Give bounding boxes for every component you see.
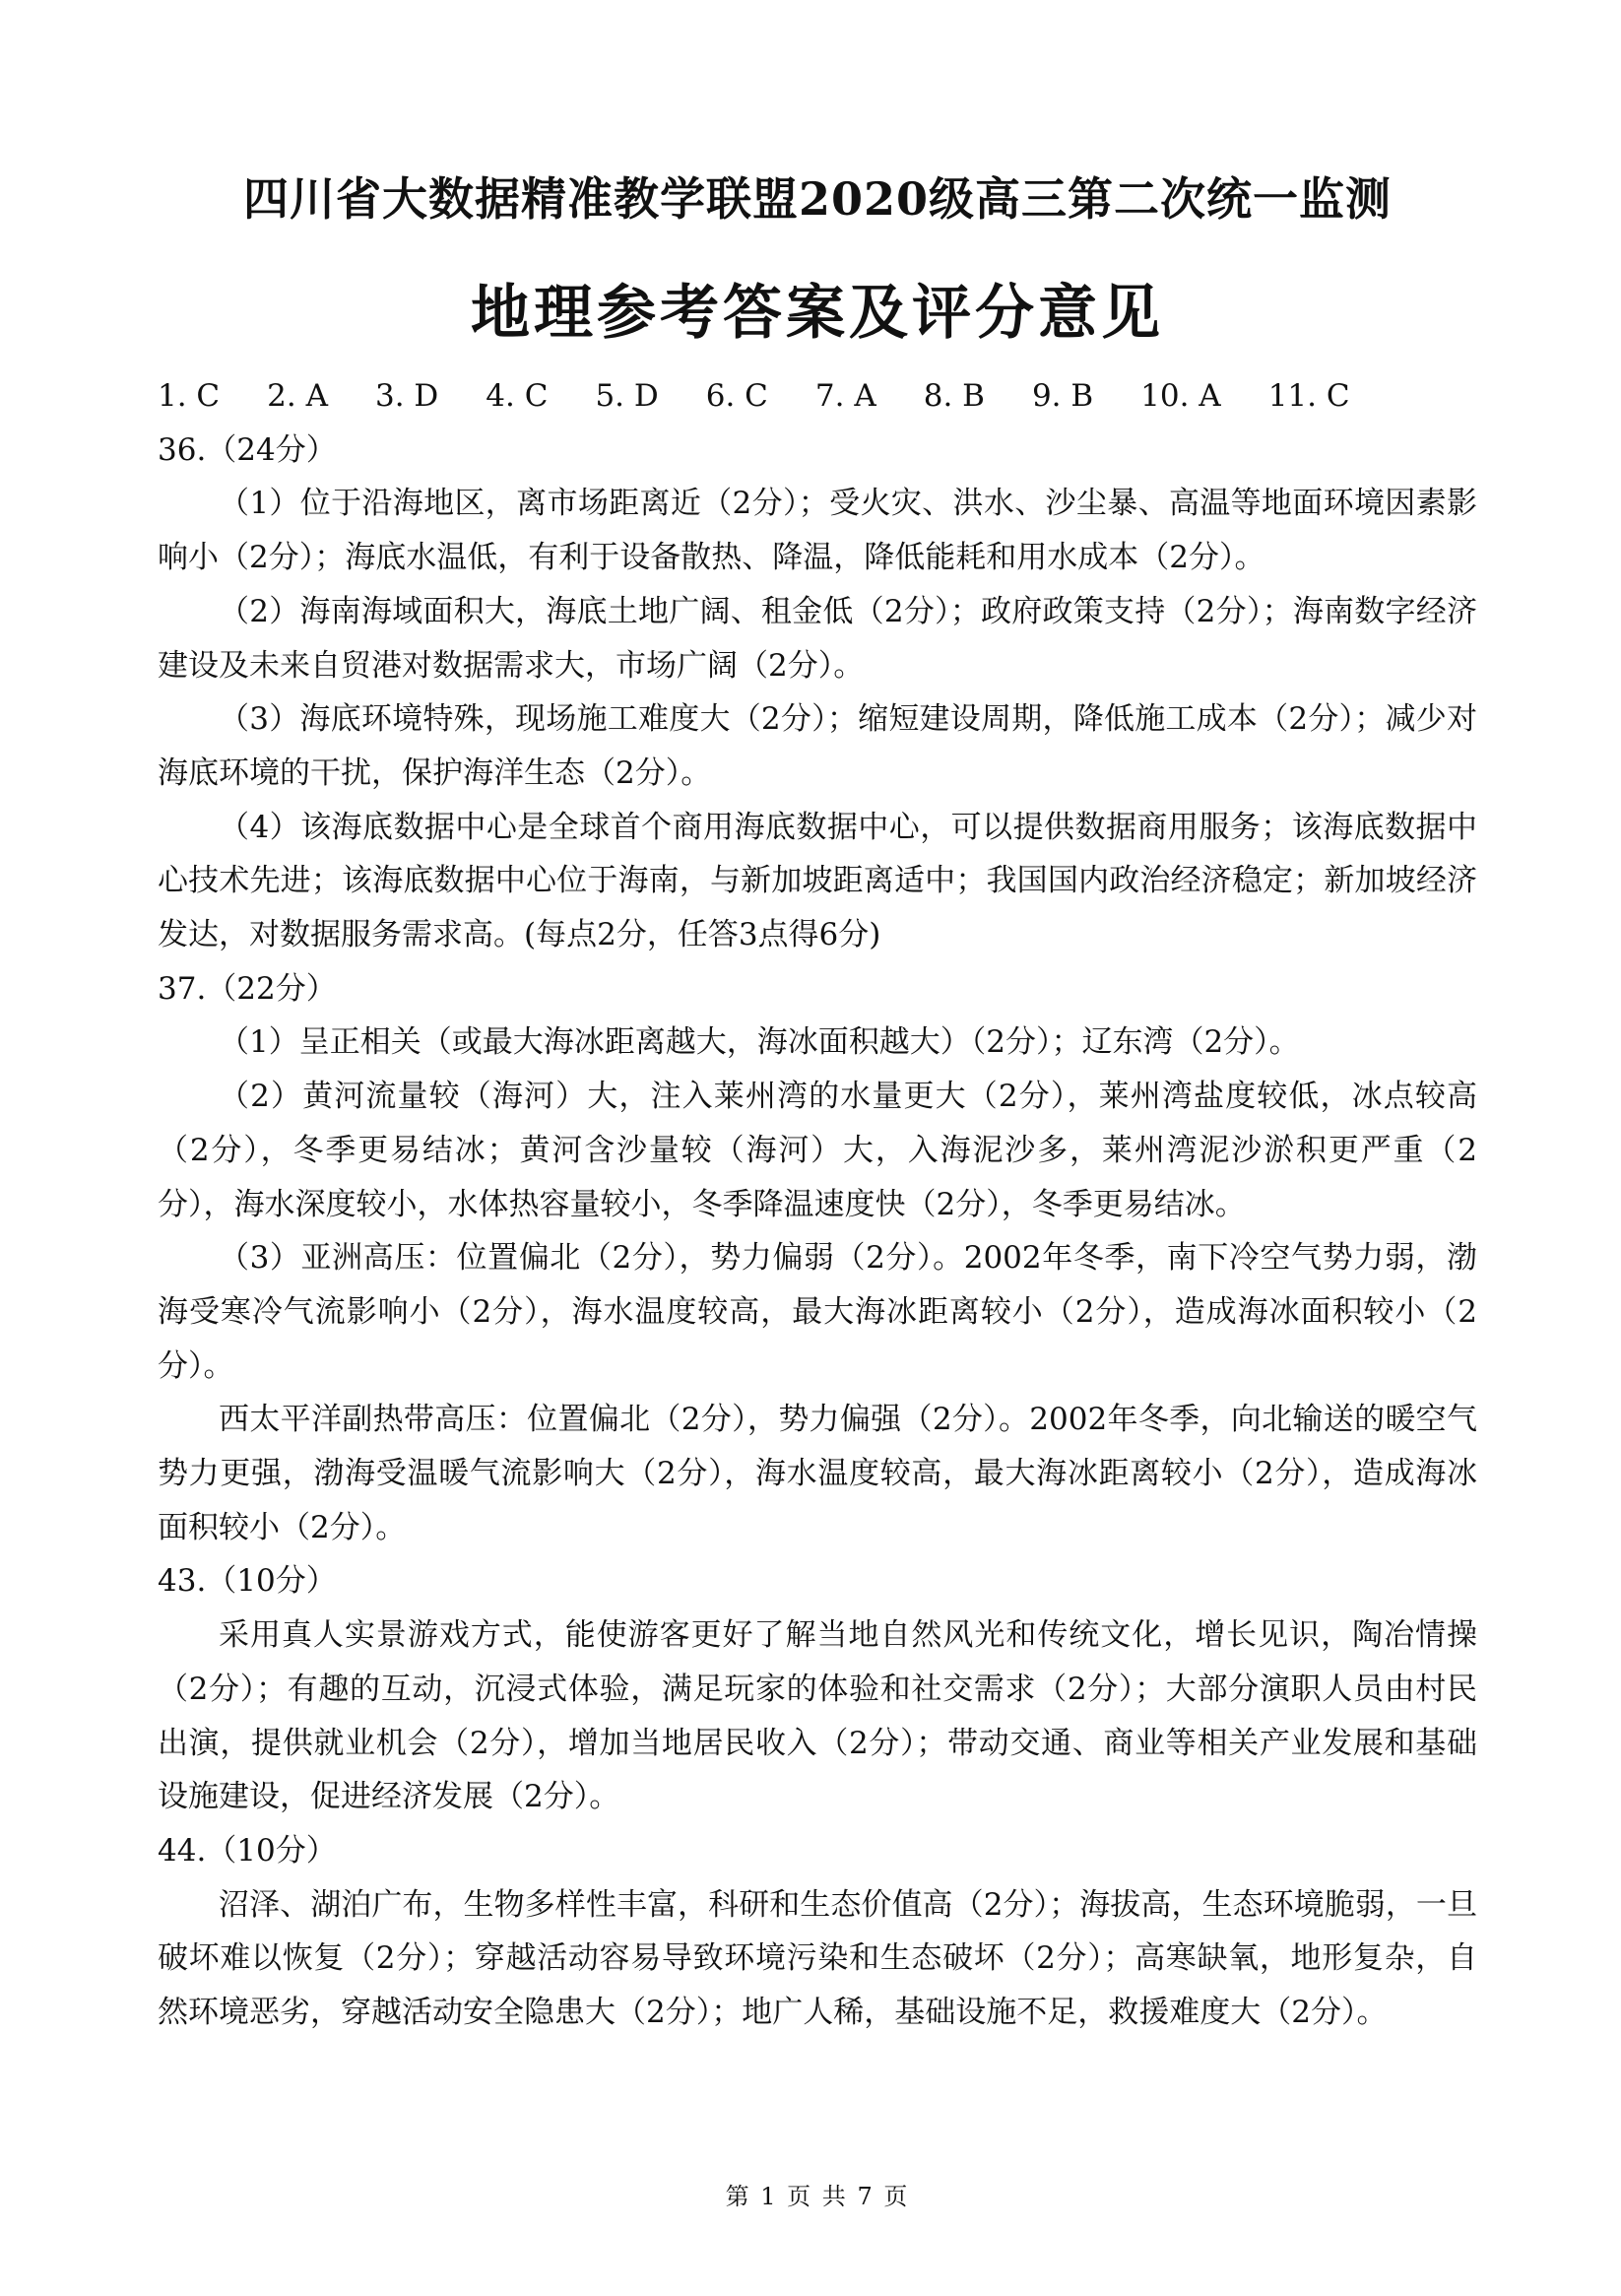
answer-paragraph: 西太平洋副热带高压：位置偏北（2分），势力偏强（2分）。2002年冬季，向北输送的暖空气势力更强，渤海受温暖气流影响大（2分），海水温度较高，最大海冰距离较小（2分），造成海冰面积较小（2分）。 <box>158 1402 1477 1545</box>
question-36 <box>158 424 1477 962</box>
mc-answer-4: 4. C <box>486 378 549 414</box>
answer-key-title: 地理参考答案及评分意见 <box>471 279 1164 348</box>
mc-answer-9: 9. B <box>1031 378 1094 414</box>
mc-answer-5: 5. D <box>595 378 659 414</box>
answer-paragraph: （2）黄河流量较（海河）大，注入莱州湾的水量更大（2分），莱州湾盐度较低，冰点较高（2分），冬季更易结冰；黄河含沙量较（海河）大，入海泥沙多，莱州湾泥沙淤积更严重（2分），海水深度较小，水体热容量较小，冬季降温速度快（2分），冬季更易结冰。 <box>158 1079 1477 1222</box>
question-43 <box>158 1554 1477 1824</box>
page-number: 第 1 页 共 7 页 <box>725 2183 910 2210</box>
mc-answer-8: 8. B <box>923 378 985 414</box>
question-37 <box>158 962 1477 1555</box>
answer-paragraph: 采用真人实景游戏方式，能使游客更好了解当地自然风光和传统文化，增长见识，陶冶情操（2分）；有趣的互动，沉浸式体验，满足玩家的体验和社交需求（2分）；大部分演职人员由村民出演，提供就业机会（2分），增加当地居民收入（2分）；带动交通、商业等相关产业发展和基础设施建设，促进经济发展（2分）。 <box>158 1617 1477 1815</box>
answer-paragraph: （1）呈正相关（或最大海冰距离越大，海冰面积越大）（2分）；辽东湾（2分）。 <box>219 1024 1300 1061</box>
question-heading: 36.（24分） <box>158 431 337 468</box>
question-heading: 43.（10分） <box>158 1563 337 1600</box>
multiple-choice-answers <box>158 369 1477 424</box>
mc-answer-11: 11. C <box>1267 378 1350 414</box>
mc-answer-6: 6. C <box>705 378 768 414</box>
answer-paragraph: （2）海南海域面积大，海底土地广阔、租金低（2分）；政府政策支持（2分）；海南数字经济建设及未来自贸港对数据需求大，市场广阔（2分）。 <box>158 593 1477 684</box>
mc-answer-7: 7. A <box>814 378 876 414</box>
mc-answer-3: 3. D <box>374 378 439 414</box>
question-heading: 44.（10分） <box>158 1832 337 1869</box>
answer-page <box>158 0 1477 2296</box>
answer-paragraph: （4）该海底数据中心是全球首个商用海底数据中心，可以提供数据商用服务；该海底数据中心技术先进；该海底数据中心位于海南，与新加坡距离适中；我国国内政治经济稳定；新加坡经济发达，对数据服务需求高。(每点2分，任答3点得6分) <box>158 809 1477 953</box>
exam-title: 四川省大数据精准教学联盟2020级高三第二次统一监测 <box>242 172 1393 226</box>
answer-paragraph: （3）海底环境特殊，现场施工难度大（2分）；缩短建设周期，降低施工成本（2分）；减少对海底环境的干扰，保护海洋生态（2分）。 <box>158 701 1477 791</box>
answer-paragraph: （3）亚洲高压：位置偏北（2分），势力偏弱（2分）。2002年冬季，南下冷空气势力弱，渤海受寒冷气流影响小（2分），海水温度较高，最大海冰距离较小（2分），造成海冰面积较小（2分）。 <box>158 1240 1477 1384</box>
answer-paragraph: 沼泽、湖泊广布，生物多样性丰富，科研和生态价值高（2分）；海拔高，生态环境脆弱，一旦破坏难以恢复（2分）；穿越活动容易导致环境污染和生态破坏（2分）；高寒缺氧，地形复杂，自然环境恶劣，穿越活动安全隐患大（2分）；地广人稀，基础设施不足，救援难度大（2分）。 <box>158 1886 1477 2031</box>
mc-answer-10: 10. A <box>1140 378 1221 414</box>
mc-answer-2: 2. A <box>267 378 328 414</box>
question-44 <box>158 1824 1477 2040</box>
answer-paragraph: （1）位于沿海地区，离市场距离近（2分）；受火灾、洪水、沙尘暴、高温等地面环境因素影响小（2分）；海底水温低，有利于设备散热、降温，降低能耗和用水成本（2分）。 <box>158 486 1477 576</box>
question-heading: 37.（22分） <box>158 970 337 1007</box>
mc-answer-1: 1. C <box>158 378 221 414</box>
answer-content <box>158 369 1477 2040</box>
